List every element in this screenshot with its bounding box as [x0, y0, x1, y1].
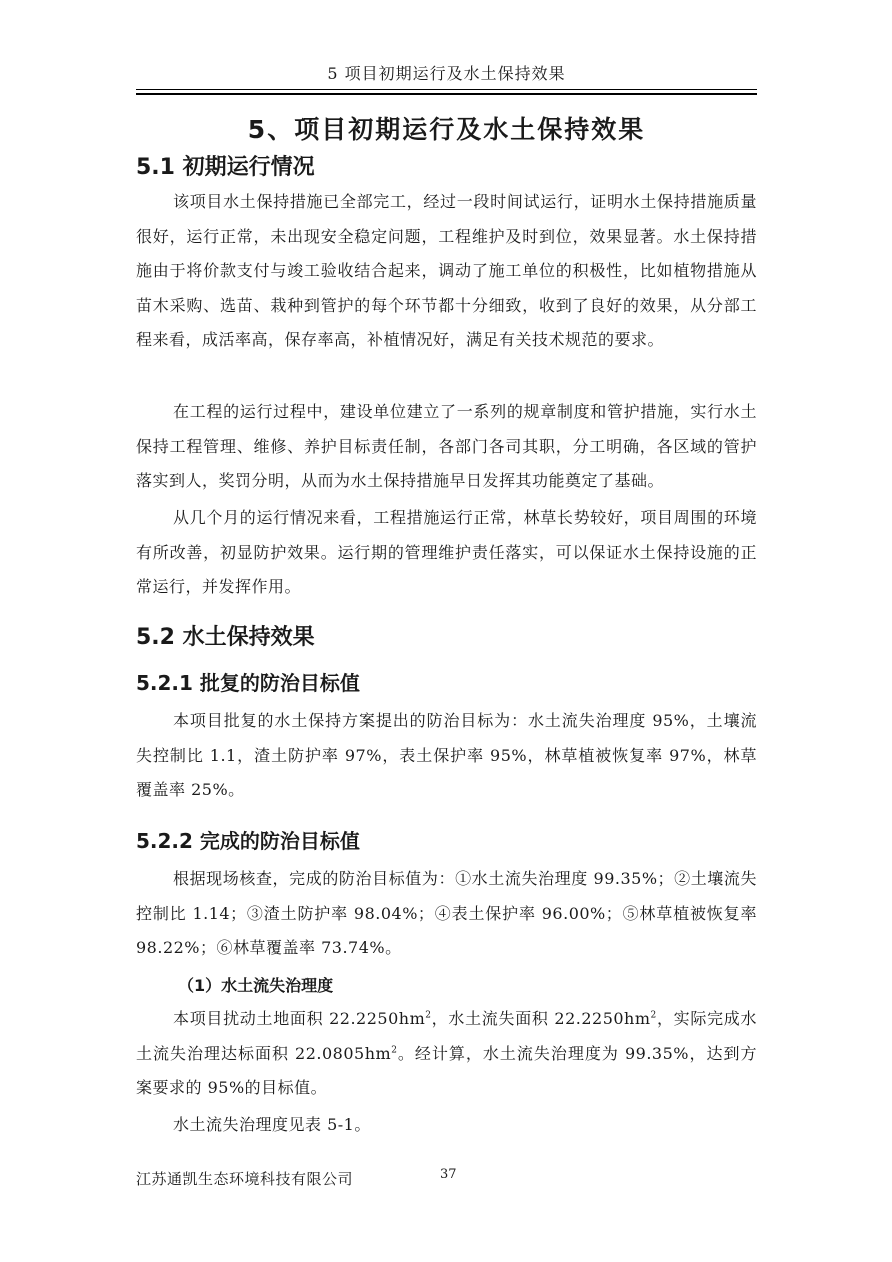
- paragraph-text-part-2: ，水土流失面积 22.2250hm: [431, 1009, 651, 1028]
- chapter-title: 5、项目初期运行及水土保持效果: [247, 115, 646, 144]
- running-header: 5 项目初期运行及水土保持效果: [327, 64, 566, 83]
- superscript-2: 2: [391, 1045, 398, 1056]
- superscript-2: 2: [650, 1010, 657, 1021]
- section-5-1-paragraph-3: 从几个月的运行情况来看，工程措施运行正常，林草长势较好，项目周围的环境有所改善，初显防护效果。运行期的管理维护责任落实，可以保证水土保持设施的正常运行，并发挥作用。: [136, 508, 757, 596]
- section-5-2-2-heading: 5.2.2 完成的防治目标值: [136, 829, 360, 853]
- superscript-2: 2: [425, 1010, 432, 1021]
- paragraph-text-part-3: ，实际完成水土流失治理达标面积 22.0805hm: [136, 1009, 757, 1063]
- section-5-1-heading: 5.1 初期运行情况: [136, 155, 315, 180]
- paragraph-text-part-4: 。经计算，水土流失治理度为 99.35%，达到方案要求的 95%的目标值。: [136, 1043, 757, 1097]
- paragraph-text-part-1: 本项目扰动土地面积 22.2250hm: [173, 1009, 426, 1028]
- footer-page-number: 37: [440, 1167, 457, 1182]
- section-5-2-1-paragraph: 本项目批复的水土保持方案提出的防治目标为：水土流失治理度 95%，土壤流失控制比 1.1，渣土防护率 97%，表土保护率 95%，林草植被恢复率 97%，林草覆盖率 25%。: [136, 711, 757, 799]
- section-5-2-1-heading: 5.2.1 批复的防治目标值: [136, 671, 360, 695]
- section-5-2-2-paragraph: 根据现场核查，完成的防治目标值为：①水土流失治理度 99.35%；②土壤流失控制比 1.14；③渣土防护率 98.04%；④表土保护率 96.00%；⑤林草植被恢复率 98.22%；⑥林草覆盖率 73.74%。: [136, 869, 757, 957]
- section-5-2-heading: 5.2 水土保持效果: [136, 625, 315, 650]
- header-rule-thin: [136, 89, 757, 90]
- subsection-1-paragraph: [136, 1002, 757, 1106]
- section-5-1-paragraph-1: 该项目水土保持措施已全部完工，经过一段时间试运行，证明水土保持措施质量很好，运行正常，未出现安全稳定问题，工程维护及时到位，效果显著。水土保持措施由于将价款支付与竣工验收结合起来，调动了施工单位的积极性，比如植物措施从苗木采购、选苗、栽种到管护的每个环节都十分细致，收到了良好的效果，从分部工程来看，成活率高，保存率高，补植情况好，满足有关技术规范的要求。: [136, 192, 757, 349]
- table-reference-paragraph: 水土流失治理度见表 5-1。: [173, 1115, 371, 1134]
- section-5-1-paragraph-2: 在工程的运行过程中，建设单位建立了一系列的规章制度和管护措施，实行水土保持工程管理、维修、养护目标责任制，各部门各司其职，分工明确，各区域的管护落实到人，奖罚分明，从而为水土保持措施早日发挥其功能奠定了基础。: [136, 402, 757, 490]
- subsection-1-heading: （1）水土流失治理度: [178, 976, 334, 995]
- footer-company-name: 江苏通凯生态环境科技有限公司: [136, 1170, 354, 1188]
- header-rule-thick: [136, 93, 757, 95]
